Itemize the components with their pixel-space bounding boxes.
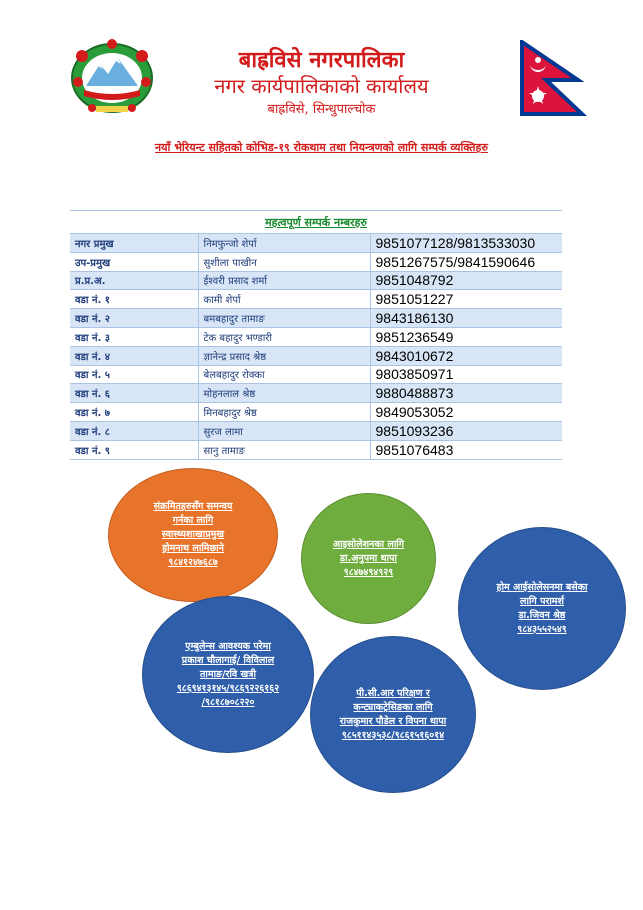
- circle-text: तामाङ/रवि खत्री: [200, 668, 256, 680]
- role-cell: वडा नं. ४: [70, 346, 198, 365]
- isolation-contact-circle: [301, 493, 436, 624]
- role-cell: प्र.प्र.अ.: [70, 271, 198, 290]
- circle-text: आइसोलेशनका लागि: [332, 538, 405, 550]
- role-cell: वडा नं. २: [70, 309, 198, 328]
- home-isolation-circle: [458, 527, 626, 690]
- phone-cell: 9803850971: [370, 365, 562, 384]
- name-cell: सानु तामाङ: [198, 440, 370, 459]
- circle-text: होमनाथ लामिछाने: [162, 543, 224, 554]
- table-title: महत्वपूर्ण सम्पर्क नम्बरहरु: [70, 211, 562, 234]
- name-cell: सुरज लामा: [198, 421, 370, 440]
- circle-text: प्रकाश चौलागाई/ विविलाल: [181, 654, 275, 666]
- name-cell: निमफुन्जो शेर्पा: [198, 234, 370, 253]
- phone-cell: 9849053052: [370, 403, 562, 422]
- table-row: [70, 384, 562, 403]
- circle-text: पी.सी.आर परिक्षण र: [356, 687, 430, 699]
- circle-text: लागि परामर्श: [520, 595, 564, 607]
- circle-text: ९८५११४३५३८/९८६१५१६०१४: [341, 729, 445, 741]
- name-cell: कामी शेर्पा: [198, 290, 370, 309]
- name-cell: टेक बहादुर भण्डारी: [198, 327, 370, 346]
- table-row: [70, 309, 562, 328]
- table-row: [70, 327, 562, 346]
- circle-text: राजकुमार पौडेल र विपना थापा: [339, 715, 447, 727]
- role-cell: वडा नं. १: [70, 290, 198, 309]
- nepal-flag: [516, 40, 592, 116]
- circle-text: होम आईसोलेसनमा बसेका: [496, 581, 588, 593]
- circle-text: ९८६९४१३१४५/९८६९२२६१६२: [176, 682, 280, 694]
- name-cell: मोहनलाल श्रेष्ठ: [198, 384, 370, 403]
- name-cell: सुशीला पाखीन: [198, 252, 370, 271]
- name-cell: बेलबहादुर रोक्का: [198, 365, 370, 384]
- health-coordination-circle: [108, 468, 278, 602]
- document-subject: नयाँ भेरियन्ट सहितको कोभिड-१९ रोकथाम तथा नियन्त्रणको लागि सम्पर्क व्यक्तिहरु: [155, 141, 488, 154]
- office-name: नगर कार्यपालिकाको कार्यालय: [214, 74, 429, 98]
- role-cell: वडा नं. ९: [70, 440, 198, 459]
- phone-cell: 9851236549: [370, 327, 562, 346]
- circle-text: स्वास्थ्यशाखाप्रमुख: [161, 529, 225, 540]
- name-cell: ईश्वरी प्रसाद शर्मा: [198, 271, 370, 290]
- phone-cell: 9880488873: [370, 384, 562, 403]
- contact-table: [70, 210, 562, 460]
- circle-text: ९८४१२४७६८७: [168, 557, 218, 568]
- name-cell: मिनबहादुर श्रेष्ठ: [198, 403, 370, 422]
- table-row: [70, 440, 562, 459]
- phone-cell: 9851093236: [370, 421, 562, 440]
- phone-cell: 9851076483: [370, 440, 562, 459]
- circle-text: संक्रमितहरुसँग समन्वय: [153, 501, 233, 512]
- role-cell: वडा नं. ३: [70, 327, 198, 346]
- pcr-contact-tracing-circle: [310, 636, 476, 793]
- phone-cell: 9843186130: [370, 309, 562, 328]
- role-cell: वडा नं. ८: [70, 421, 198, 440]
- table-row: [70, 252, 562, 271]
- name-cell: ज्ञानेन्द्र प्रसाद श्रेष्ठ: [198, 346, 370, 365]
- circle-text: डा.जिवन श्रेष्ठ: [518, 609, 566, 621]
- table-row: [70, 234, 562, 253]
- circle-text: /९८१८७०८२२०: [201, 696, 255, 708]
- phone-cell: 9851051227: [370, 290, 562, 309]
- role-cell: नगर प्रमुख: [70, 234, 198, 253]
- table-title-row: [70, 211, 562, 234]
- phone-cell: 9851077128/9813533030: [370, 234, 562, 253]
- table-row: [70, 271, 562, 290]
- municipality-name: बाह्रविसे नगरपालिका: [238, 47, 405, 73]
- role-cell: वडा नं. ५: [70, 365, 198, 384]
- circle-text: ९८४७४९४९२९: [343, 566, 394, 578]
- circle-text: एम्बुलेन्स आवश्यक परेमा: [185, 640, 271, 652]
- phone-cell: 9851048792: [370, 271, 562, 290]
- phone-cell: 9851267575/9841590646: [370, 252, 562, 271]
- ambulance-contact-circle: [142, 596, 314, 753]
- circle-text: कन्ट्याकट्रेसिङका लागि: [353, 701, 433, 713]
- table-row: [70, 365, 562, 384]
- table-row: [70, 403, 562, 422]
- name-cell: बमबहादुर तामाङ: [198, 309, 370, 328]
- table-row: [70, 421, 562, 440]
- role-cell: वडा नं. ६: [70, 384, 198, 403]
- circle-text: ९८४३५५२५४९: [517, 623, 567, 635]
- table-row: [70, 346, 562, 365]
- office-address: बाह्रविसे, सिन्धुपाल्चोक: [267, 102, 376, 117]
- phone-cell: 9843010672: [370, 346, 562, 365]
- role-cell: वडा नं. ७: [70, 403, 198, 422]
- table-row: [70, 290, 562, 309]
- role-cell: उप-प्रमुख: [70, 252, 198, 271]
- circle-text: गर्नका लागि: [172, 515, 214, 526]
- circle-text: डा.अनुपमा थापा: [340, 552, 397, 564]
